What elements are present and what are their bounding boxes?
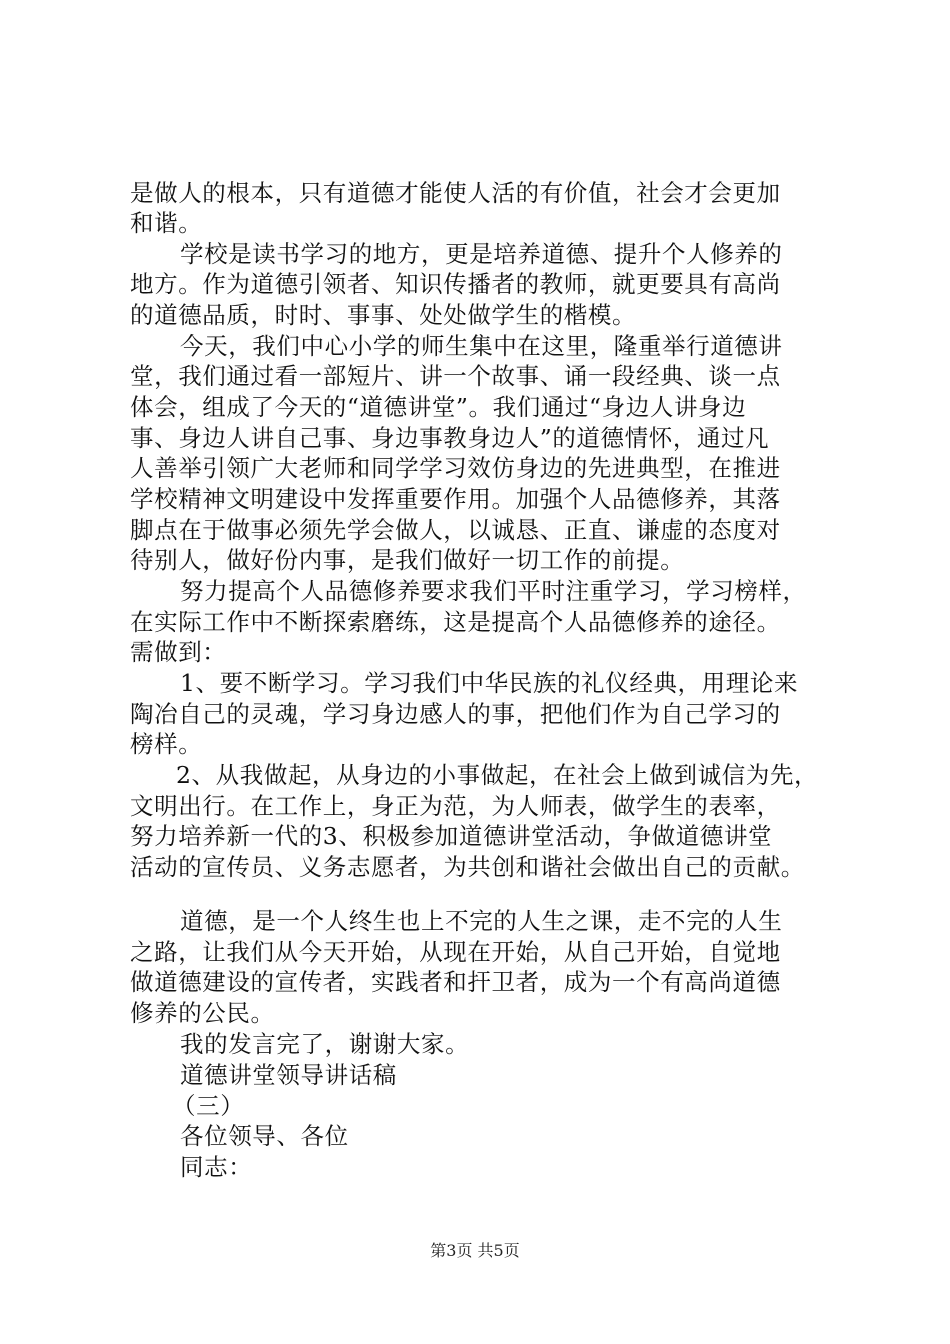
text-line: 的道德品质，时时、事事、处处做学生的楷模。: [130, 301, 637, 329]
text-line: 地方。作为道德引领者、知识传播者的教师，就更要具有高尚: [130, 270, 781, 298]
text-line: 脚点在于做事必须先学会做人，以诚恳、正直、谦虚的态度对: [130, 516, 781, 544]
text-line: 学校精神文明建设中发挥重要作用。加强个人品德修养，其落: [130, 485, 781, 513]
section-title: 道德讲堂领导讲话稿: [180, 1061, 397, 1089]
text-line: 陶冶自己的灵魂，学习身边感人的事，把他们作为自己学习的: [130, 700, 781, 728]
text-line: 活动的宣传员、义务志愿者，为共创和谐社会做出自己的贡献。: [130, 853, 805, 881]
text-line: 道德，是一个人终生也上不完的人生之课，走不完的人生: [180, 907, 783, 935]
text-line: 是做人的根本，只有道德才能使人活的有价值，社会才会更加: [130, 179, 781, 207]
text-line: 之路，让我们从今天开始，从现在开始，从自己开始，自觉地: [130, 938, 781, 966]
text-line: 事、身边人讲自己事、身边事教身边人”的道德情怀，通过凡: [130, 424, 770, 452]
text-line: 和谐。: [130, 209, 203, 237]
text-line: 体会，组成了今天的“道德讲堂”。我们通过“身边人讲身边: [130, 393, 747, 421]
text-line: 需做到：: [130, 638, 227, 666]
text-line: 学校是读书学习的地方，更是培养道德、提升个人修养的: [180, 240, 783, 268]
text-line: 修养的公民。: [130, 999, 275, 1027]
text-line: 在实际工作中不断探索磨练，这是提高个人品德修养的途径。: [130, 608, 781, 636]
text-line: 1、要不断学习。学习我们中华民族的礼仪经典，用理论来: [180, 669, 799, 697]
text-line: 文明出行。在工作上，身正为范，为人师表，做学生的表率，: [130, 792, 781, 820]
text-line: 榜样。: [130, 730, 203, 758]
text-line: 做道德建设的宣传者，实践者和扞卫者，成为一个有高尚道德: [130, 968, 781, 996]
text-line: 2、从我做起，从身边的小事做起，在社会上做到诚信为先，: [176, 761, 819, 789]
text-line: 我的发言完了，谢谢大家。: [180, 1030, 470, 1058]
salutation-line: 同志：: [180, 1153, 253, 1181]
page-number-footer: 第3页 共5页: [430, 1241, 520, 1260]
text-line: 待别人，做好份内事，是我们做好一切工作的前提。: [130, 546, 685, 574]
text-line: 努力培养新一代的3、积极参加道德讲堂活动，争做道德讲堂: [130, 822, 773, 850]
text-line: 堂，我们通过看一部短片、讲一个故事、诵一段经典、谈一点: [130, 362, 781, 390]
section-subtitle: （三）: [172, 1092, 245, 1120]
salutation-line: 各位领导、各位: [180, 1122, 349, 1150]
text-line: 今天，我们中心小学的师生集中在这里，隆重举行道德讲: [180, 332, 783, 360]
text-line: 努力提高个人品德修养要求我们平时注重学习，学习榜样，: [180, 577, 807, 605]
text-line: 人善举引领广大老师和同学学习效仿身边的先进典型，在推进: [130, 454, 781, 482]
